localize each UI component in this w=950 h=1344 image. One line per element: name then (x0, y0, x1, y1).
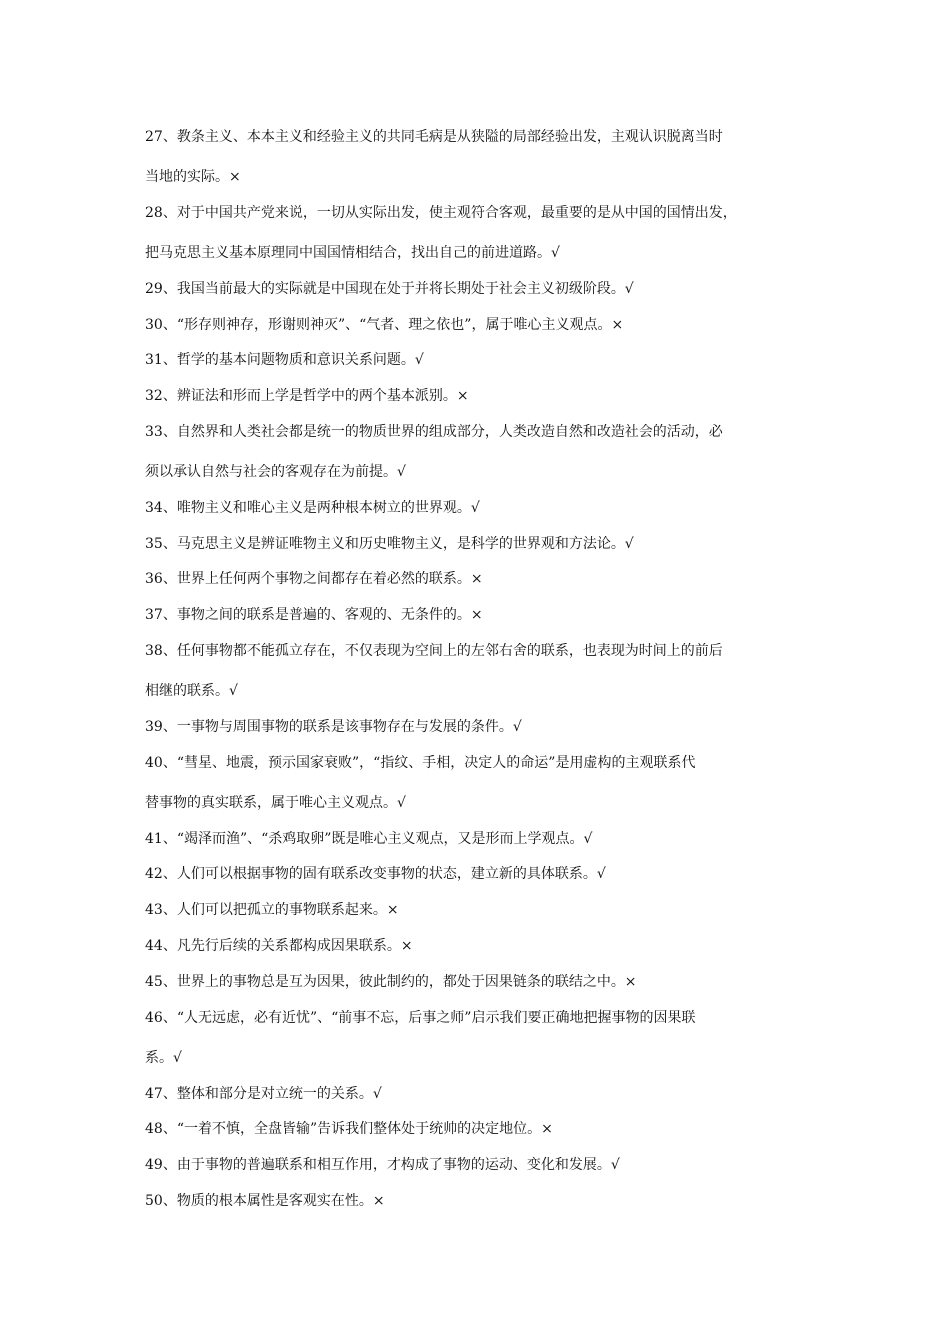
text-line: 48、“一着不慎，全盘皆输”告诉我们整体处于统帅的决定地位。× (145, 1121, 553, 1137)
text-line: 34、唯物主义和唯心主义是两种根本树立的世界观。√ (145, 500, 480, 516)
text-line: 46、“人无远虑，必有近忧”、“前事不忘，后事之师”启示我们要正确地把握事物的因果联 (145, 1010, 696, 1026)
text-line: 36、世界上任何两个事物之间都存在着必然的联系。× (145, 571, 483, 587)
text-line: 33、自然界和人类社会都是统一的物质世界的组成部分，人类改造自然和改造社会的活动，必 (145, 424, 723, 440)
text-line: 50、物质的根本属性是客观实在性。× (145, 1193, 385, 1209)
text-line: 31、哲学的基本问题物质和意识关系问题。√ (145, 352, 424, 368)
text-line: 49、由于事物的普遍联系和相互作用，才构成了事物的运动、变化和发展。√ (145, 1157, 620, 1173)
text-line: 29、我国当前最大的实际就是中国现在处于并将长期处于社会主义初级阶段。√ (145, 281, 634, 297)
text-line: 30、“形存则神存，形谢则神灭”、“气者、理之依也”，属于唯心主义观点。× (145, 317, 624, 333)
text-line: 43、人们可以把孤立的事物联系起来。× (145, 902, 399, 918)
text-line: 37、事物之间的联系是普遍的、客观的、无条件的。× (145, 607, 483, 623)
text-line: 当地的实际。× (145, 169, 241, 185)
text-line: 系。√ (145, 1050, 182, 1066)
text-line: 45、世界上的事物总是互为因果，彼此制约的，都处于因果链条的联结之中。× (145, 974, 637, 990)
text-line: 须以承认自然与社会的客观存在为前提。√ (145, 464, 406, 480)
text-line: 32、辨证法和形而上学是哲学中的两个基本派别。× (145, 388, 469, 404)
text-line: 47、整体和部分是对立统一的关系。√ (145, 1086, 382, 1102)
text-line: 相继的联系。√ (145, 683, 238, 699)
text-line: 28、对于中国共产党来说，一切从实际出发，使主观符合客观，最重要的是从中国的国情出发， (145, 205, 737, 221)
text-line: 替事物的真实联系，属于唯心主义观点。√ (145, 795, 406, 811)
text-line: 35、马克思主义是辨证唯物主义和历史唯物主义，是科学的世界观和方法论。√ (145, 536, 634, 552)
text-line: 41、“竭泽而渔”、“杀鸡取卵”既是唯心主义观点，又是形而上学观点。√ (145, 831, 593, 847)
text-line: 39、一事物与周围事物的联系是该事物存在与发展的条件。√ (145, 719, 522, 735)
text-line: 38、任何事物都不能孤立存在，不仅表现为空间上的左邻右舍的联系，也表现为时间上的前后 (145, 643, 723, 659)
text-line: 把马克思主义基本原理同中国国情相结合，找出自己的前进道路。√ (145, 245, 560, 261)
text-line: 40、“彗星、地震，预示国家衰败”，“指纹、手相，决定人的命运”是用虚构的主观联系代 (145, 755, 696, 771)
text-line: 42、人们可以根据事物的固有联系改变事物的状态，建立新的具体联系。√ (145, 866, 606, 882)
text-line: 27、教条主义、本本主义和经验主义的共同毛病是从狭隘的局部经验出发，主观认识脱离当时 (145, 129, 723, 145)
text-line: 44、凡先行后续的关系都构成因果联系。× (145, 938, 413, 954)
